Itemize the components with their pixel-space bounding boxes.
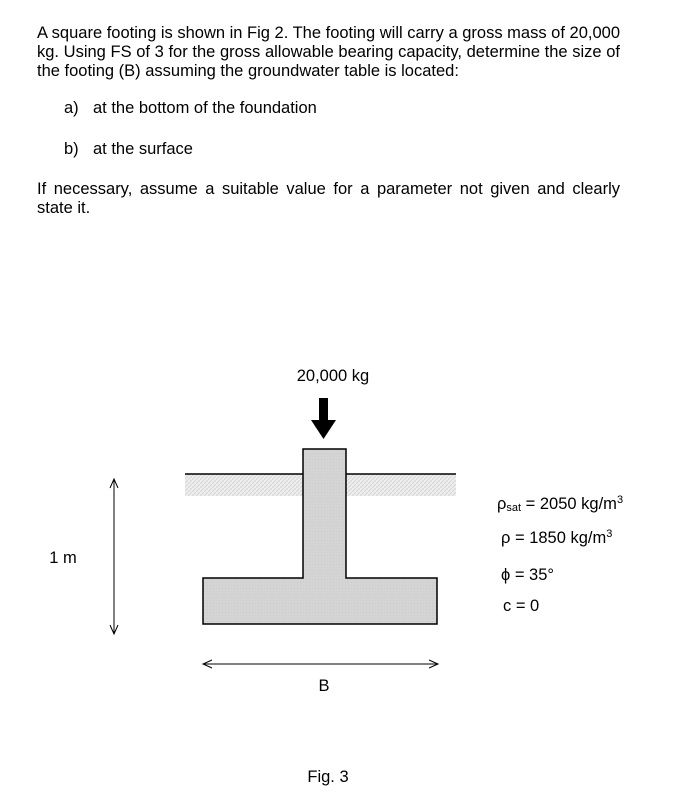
load-label: 20,000 kg xyxy=(296,367,370,385)
rho-symbol: ρ xyxy=(501,529,511,547)
soil-properties xyxy=(497,494,623,615)
rho-sat-exponent: 3 xyxy=(616,494,624,506)
rho-sat-subscript: sat xyxy=(506,502,522,514)
rho-value: = 1850 kg/m xyxy=(510,529,607,547)
width-label: B xyxy=(318,677,330,695)
problem-intro: A square footing is shown in Fig 2. The footing will carry a gross mass of 20,000 kg. Using FS of 3 for the gross allowable bearing capacity, determine the size of the footing (B) assuming the groundwater table is located: xyxy=(37,24,620,80)
condition-text: at the surface xyxy=(93,140,193,158)
soil-hatch-left xyxy=(185,474,303,496)
rho-sat-value: = 2050 kg/m xyxy=(521,495,617,513)
load-arrow-icon xyxy=(311,398,336,439)
soil-hatch-right xyxy=(346,474,456,496)
rho-sat-property xyxy=(497,494,623,514)
depth-label: 1 m xyxy=(49,549,77,567)
width-dimension xyxy=(203,660,438,668)
phi-property xyxy=(501,566,554,584)
condition-label: b) xyxy=(64,140,79,158)
phi-value: = 35° xyxy=(510,566,555,584)
depth-dimension xyxy=(110,479,118,634)
rho-symbol: ρ xyxy=(497,495,507,513)
phi-symbol: ϕ xyxy=(501,566,511,584)
condition-text: at the bottom of the foundation xyxy=(93,99,317,117)
assumption-note: If necessary, assume a suitable value for a parameter not given and clearly state it. xyxy=(37,180,620,217)
condition-label: a) xyxy=(64,99,79,117)
figure-caption: Fig. 3 xyxy=(307,768,349,786)
cohesion-property: c = 0 xyxy=(503,597,540,615)
rho-exponent: 3 xyxy=(606,528,613,540)
rho-property xyxy=(501,528,612,547)
